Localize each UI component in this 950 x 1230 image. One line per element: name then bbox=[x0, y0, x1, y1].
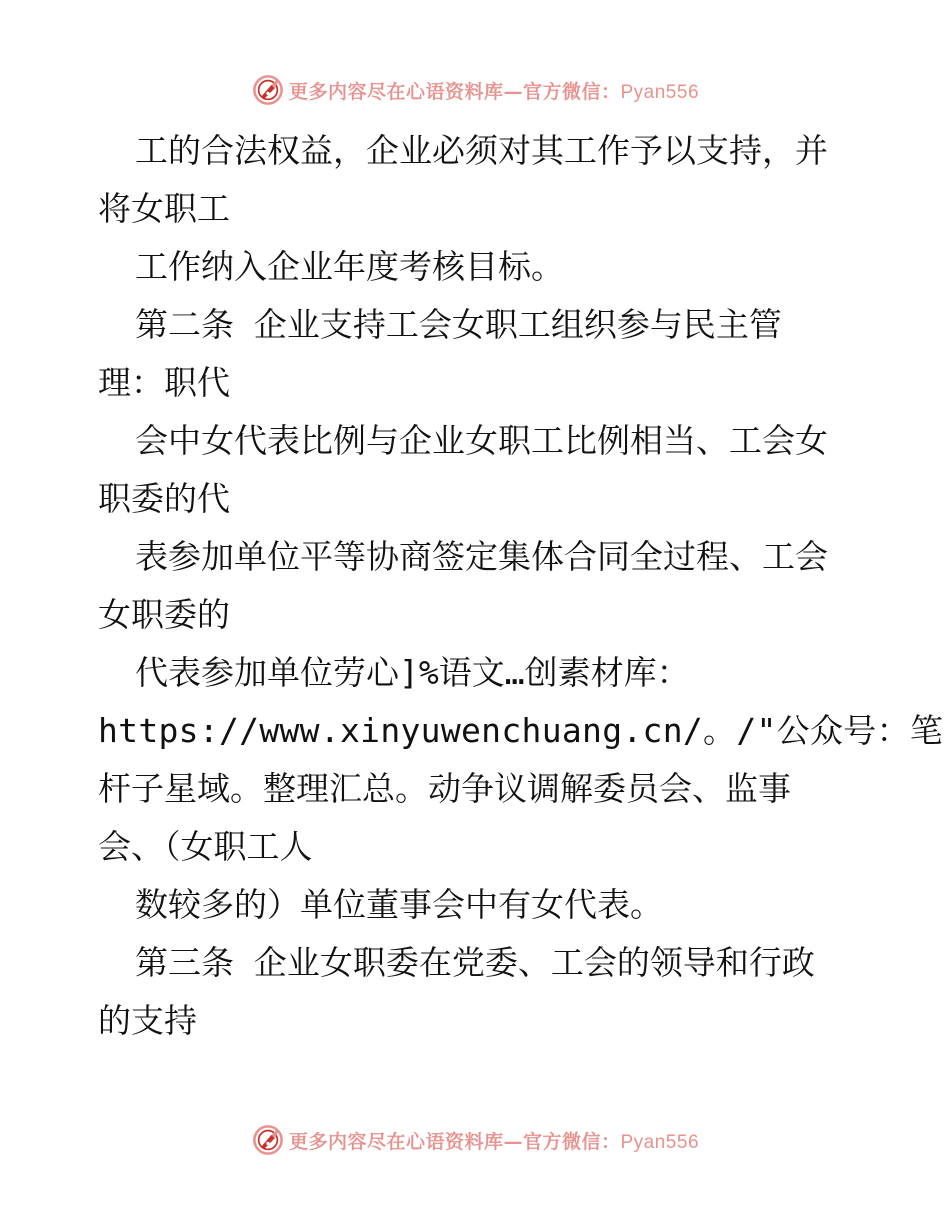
header-brand-text bbox=[289, 77, 699, 104]
body-line: 的支持 bbox=[98, 1001, 197, 1040]
footer-banner bbox=[0, 1120, 950, 1160]
body-line: 女职委的 bbox=[98, 595, 230, 634]
pen-nib-logo-icon bbox=[251, 1123, 285, 1157]
footer-brand-text bbox=[289, 1127, 699, 1154]
body-line: 职委的代 bbox=[98, 479, 230, 518]
body-line: 会、（女职工人 bbox=[98, 827, 313, 866]
body-line: 将女职工 bbox=[98, 189, 230, 228]
body-line: 工的合法权益，企业必须对其工作予以支持，并 bbox=[135, 131, 828, 170]
body-line: 理：职代 bbox=[98, 363, 230, 402]
document-body bbox=[98, 122, 944, 1050]
body-line: 表参加单位平等协商签定集体合同全过程、工会 bbox=[135, 537, 828, 576]
body-line-url: https://www.xinyuwenchuang.cn/。/"公众号：笔 bbox=[98, 711, 944, 750]
pen-nib-logo-icon bbox=[251, 73, 285, 107]
body-line: 代表参加单位劳心]%语文…创素材库： bbox=[135, 653, 690, 692]
footer-brand-id: Pyan556 bbox=[620, 1131, 700, 1153]
body-line: 会中女代表比例与企业女职工比例相当、工会女 bbox=[135, 421, 828, 460]
body-line: 杆子星域。整理汇总。动争议调解委员会、监事 bbox=[98, 769, 791, 808]
body-line: 数较多的）单位董事会中有女代表。 bbox=[135, 885, 663, 924]
header-banner bbox=[0, 70, 950, 110]
footer-brand-label: 更多内容尽在心语资料库—官方微信： bbox=[288, 1130, 621, 1153]
header-brand-label: 更多内容尽在心语资料库—官方微信： bbox=[288, 80, 621, 103]
body-line: 第三条 企业女职委在党委、工会的领导和行政 bbox=[135, 943, 815, 982]
header-brand-id: Pyan556 bbox=[620, 81, 700, 103]
body-line: 第二条 企业支持工会女职工组织参与民主管 bbox=[135, 305, 782, 344]
body-line: 工作纳入企业年度考核目标。 bbox=[135, 247, 564, 286]
